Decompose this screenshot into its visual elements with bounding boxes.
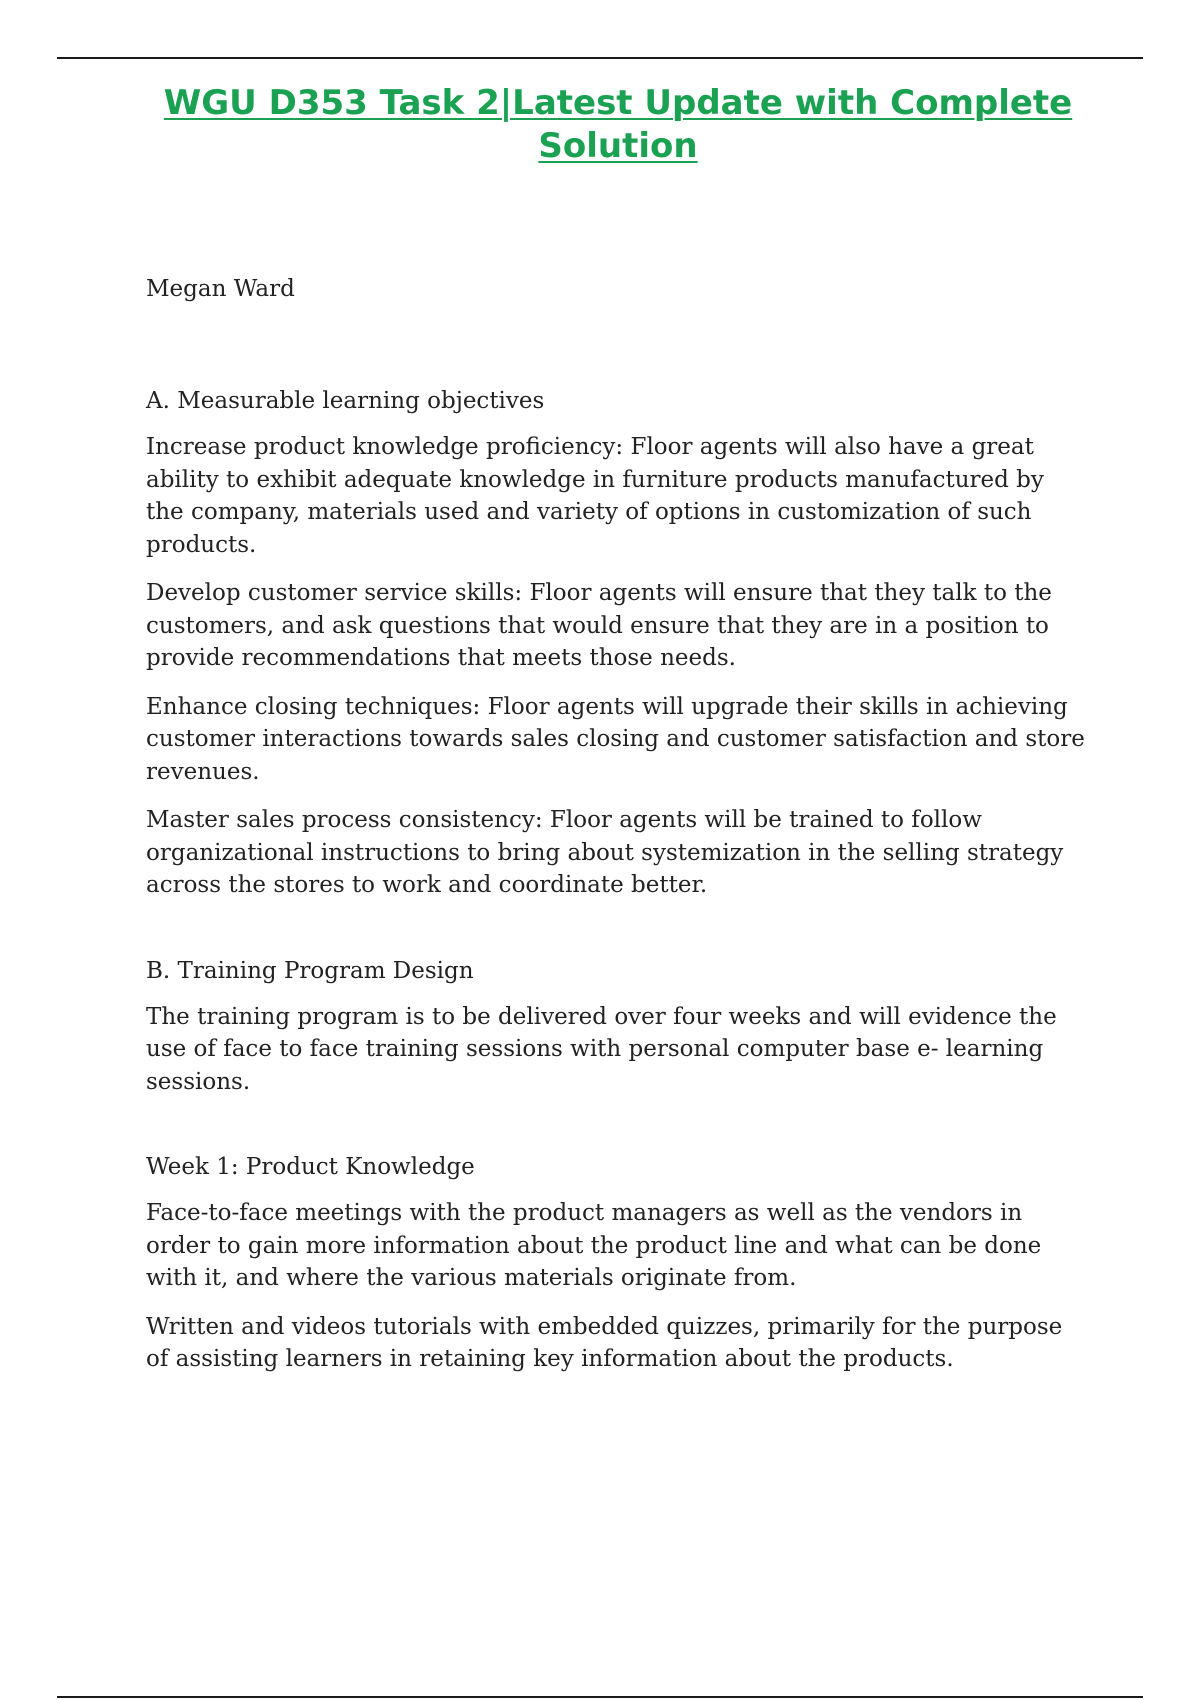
document-body	[146, 274, 1086, 1392]
objective-customer-service: Develop customer service skills: Floor agents will ensure that they talk to the customers, and ask questions that would ensure that they are in a position to provide recommendations that meets those needs.	[146, 580, 1052, 671]
document-title-line-2: Solution	[538, 126, 698, 166]
training-design-paragraph: The training program is to be delivered over four weeks and will evidence the use of face to face training sessions with personal computer base e- learning sessions.	[146, 1003, 1057, 1095]
week-1-meetings-paragraph: Face-to-face meetings with the product managers as well as the vendors in order to gain more information about the product line and what can be done with it, and where the various materials originate from.	[146, 1200, 1042, 1291]
week-1-heading: Week 1: Product Knowledge	[146, 1154, 475, 1180]
objective-sales-consistency: Master sales process consistency: Floor agents will be trained to follow organizational instructions to bring about systemization in the selling strategy across the stores to work and coordinate better.	[146, 807, 1064, 898]
objective-product-knowledge: Increase product knowledge proficiency: Floor agents will also have a great ability to exhibit adequate knowledge in furniture products manufactured by the company, materials used and variety of options in customization of such products.	[146, 434, 1044, 558]
bottom-rule	[57, 1696, 1143, 1698]
document-title-line-1: WGU D353 Task 2|Latest Update with Complete	[163, 83, 1073, 123]
section-spacer	[146, 1114, 1086, 1152]
week-1-tutorials-paragraph: Written and videos tutorials with embedded quizzes, primarily for the purpose of assisting learners in retaining key information about the products.	[146, 1313, 1063, 1372]
section-a-heading: A. Measurable learning objectives	[146, 388, 545, 414]
top-rule	[57, 57, 1143, 59]
objective-closing-techniques: Enhance closing techniques: Floor agents will upgrade their skills in achieving customer interactions towards sales closing and customer satisfaction and store revenues.	[146, 693, 1085, 785]
section-spacer	[146, 918, 1086, 956]
author-name: Megan Ward	[146, 276, 295, 302]
document-title	[0, 82, 1200, 168]
section-b-heading: B. Training Program Design	[146, 957, 474, 984]
